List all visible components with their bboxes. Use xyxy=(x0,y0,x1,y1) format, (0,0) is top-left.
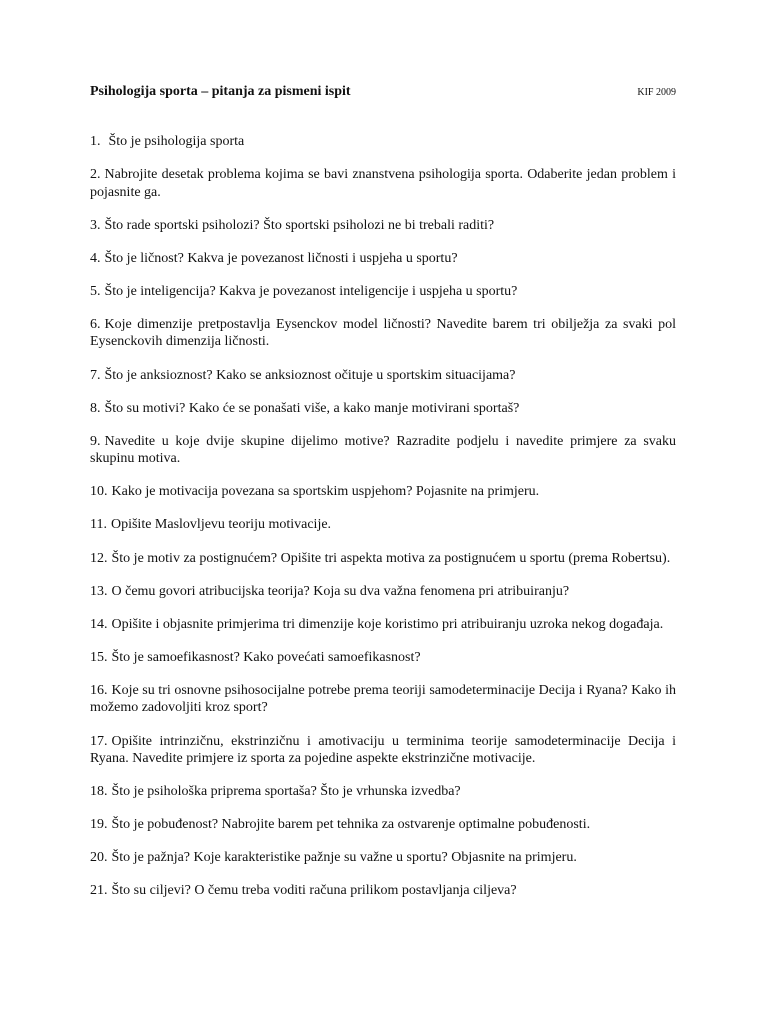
question-item xyxy=(90,133,676,151)
question-item xyxy=(90,316,676,351)
question-number: 17. xyxy=(90,733,108,749)
question-text: Što je psihološka priprema sportaša? Što je vrhunska izvedba? xyxy=(111,784,461,800)
question-text: Što rade sportski psiholozi? Što sportski psiholozi ne bi trebali raditi? xyxy=(104,217,495,233)
question-number: 21. xyxy=(90,883,108,899)
question-item xyxy=(90,283,676,301)
question-item xyxy=(90,250,676,268)
question-number: 19. xyxy=(90,817,108,833)
question-text: Kako je motivacija povezana sa sportskim uspjehom? Pojasnite na primjeru. xyxy=(111,484,540,500)
question-number: 10. xyxy=(90,484,108,500)
question-item xyxy=(90,166,676,201)
question-item xyxy=(90,816,676,834)
question-text: Što je psihologija sporta xyxy=(108,134,245,149)
question-item xyxy=(90,217,676,235)
question-number: 13. xyxy=(90,583,108,599)
question-list xyxy=(90,133,676,900)
question-number: 15. xyxy=(90,649,108,665)
question-number: 3. xyxy=(90,217,101,233)
question-number: 18. xyxy=(90,784,108,800)
question-number: 14. xyxy=(90,616,108,632)
question-text: Što je pobuđenost? Nabrojite barem pet tehnika za ostvarenje optimalne pobuđenosti. xyxy=(111,817,591,833)
question-item xyxy=(90,783,676,801)
question-number: 12. xyxy=(90,550,108,566)
question-item xyxy=(90,583,676,601)
question-text: Što su ciljevi? O čemu treba voditi računa prilikom postavljanja ciljeva? xyxy=(111,883,517,899)
question-text: Što je pažnja? Koje karakteristike pažnje su važne u sportu? Objasnite na primjeru. xyxy=(111,850,577,866)
question-item xyxy=(90,682,676,717)
question-item xyxy=(90,550,676,568)
question-number: 8. xyxy=(90,400,101,416)
question-item xyxy=(90,367,676,385)
header-course-label: KIF 2009 xyxy=(637,87,676,98)
question-item xyxy=(90,733,676,768)
question-text: Koje dimenzije pretpostavlja Eysenckov model ličnosti? Navedite barem tri obilježja za svaki pol Eysenckovih dimenzija ličnosti. xyxy=(90,316,676,350)
question-text: Što je motiv za postignućem? Opišite tri aspekta motiva za postignućem u sportu (prema Robertsu). xyxy=(111,550,671,566)
question-number: 6. xyxy=(90,316,101,332)
question-text: Što su motivi? Kako će se ponašati više, a kako manje motivirani sportaš? xyxy=(104,400,520,416)
question-item xyxy=(90,483,676,501)
question-text: Koje su tri osnovne psihosocijalne potrebe prema teoriji samodeterminacije Decija i Ryana? Kako ih možemo zadovoljiti kroz sport? xyxy=(90,682,676,716)
question-number: 11. xyxy=(90,517,107,533)
document-page xyxy=(90,84,676,915)
question-item xyxy=(90,882,676,900)
question-text: Opišite Maslovljevu teoriju motivacije. xyxy=(110,517,332,533)
question-text: Opišite intrinzičnu, ekstrinzičnu i amotivaciju u terminima teorije samodeterminacije Decija i Ryana. Navedite primjere iz sporta za pojedine aspekte ekstrinzične motivacije. xyxy=(90,733,676,766)
question-item xyxy=(90,616,676,634)
question-item xyxy=(90,516,676,534)
question-text: Što je anksioznost? Kako se anksioznost očituje u sportskim situacijama? xyxy=(104,367,516,383)
question-number: 5. xyxy=(90,283,101,299)
document-header xyxy=(90,84,676,104)
question-text: Što je inteligencija? Kakva je povezanost inteligencije i uspjeha u sportu? xyxy=(104,283,518,299)
question-text: O čemu govori atribucijska teorija? Koja su dva važna fenomena pri atribuiranju? xyxy=(111,583,570,599)
question-item xyxy=(90,649,676,667)
question-number: 16. xyxy=(90,682,108,698)
question-text: Nabrojite desetak problema kojima se bavi znanstvena psihologija sporta. Odaberite jedan problem i pojasnite ga. xyxy=(90,167,676,200)
document-title: Psihologija sporta – pitanja za pismeni ispit xyxy=(90,84,351,99)
question-number: 2. xyxy=(90,167,101,183)
question-number: 1. xyxy=(90,134,101,149)
question-text: Što je samoefikasnost? Kako povećati samoefikasnost? xyxy=(111,649,421,665)
question-text: Navedite u koje dvije skupine dijelimo motive? Razradite podjelu i navedite primjere za svaku skupinu motiva. xyxy=(90,433,676,467)
question-item xyxy=(90,400,676,418)
question-number: 20. xyxy=(90,850,108,866)
question-item xyxy=(90,849,676,867)
question-number: 7. xyxy=(90,367,101,383)
question-number: 9. xyxy=(90,433,101,449)
question-item xyxy=(90,433,676,468)
question-text: Opišite i objasnite primjerima tri dimenzije koje koristimo pri atribuiranju uzroka nekog događaja. xyxy=(111,616,664,632)
question-text: Što je ličnost? Kakva je povezanost ličnosti i uspjeha u sportu? xyxy=(104,250,458,266)
question-number: 4. xyxy=(90,250,101,266)
